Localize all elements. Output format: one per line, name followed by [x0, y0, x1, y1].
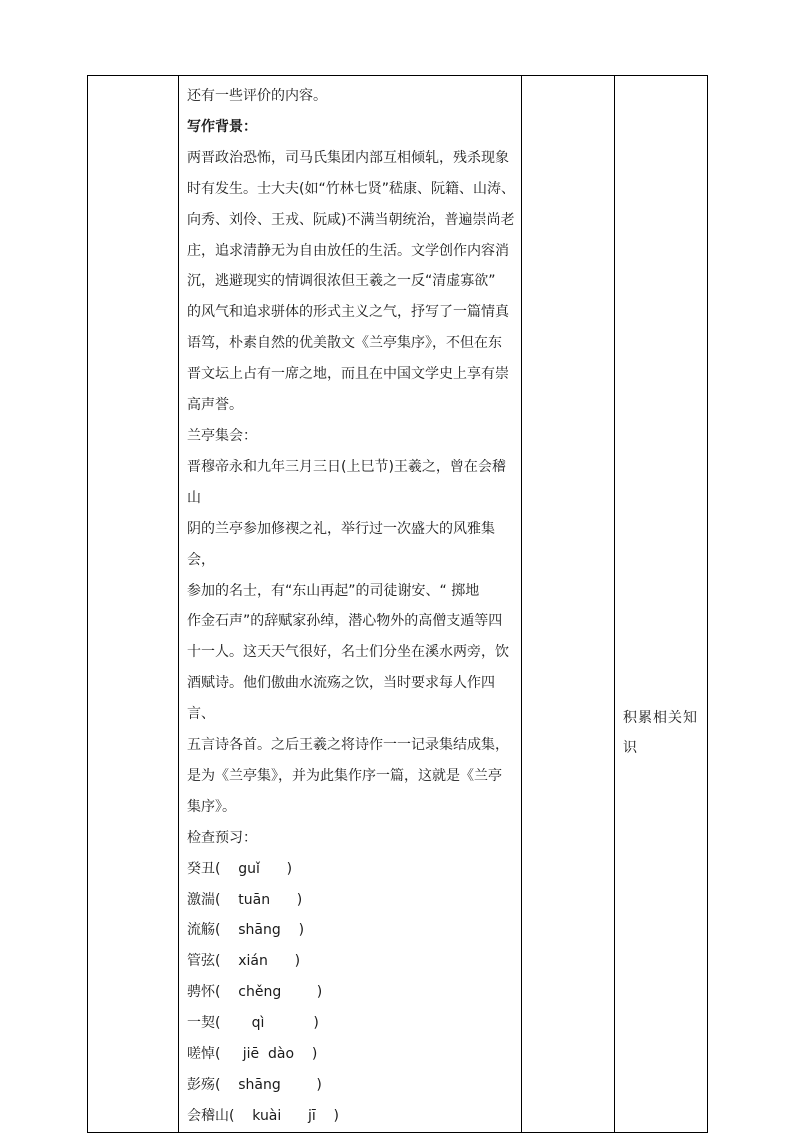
text-line: 参加的名士，有“东山再起”的司徒谢安、“ 掷地 [187, 582, 480, 599]
pinyin-item: 激湍( tuān ) [187, 891, 303, 908]
text-line: 高声誉。 [187, 397, 243, 414]
pinyin-item: 嗟悼( jiē dào ) [187, 1046, 318, 1063]
text-line: 十一人。这天天气很好，名士们分坐在溪水两旁，饮 [187, 644, 509, 661]
empty-cell-left [88, 76, 179, 1133]
pinyin-item: 骋怀( chěng ) [187, 984, 323, 1001]
text-line: 语笃，朴素自然的优美散文《兰亭集序》，不但在东 [187, 335, 502, 352]
lesson-table [87, 75, 708, 1133]
text-line: 两晋政治恐怖，司马氏集团内部互相倾轧，残杀现象 [187, 149, 509, 166]
table-row [88, 76, 708, 1133]
empty-cell-middle [522, 76, 615, 1133]
text-line: 晋文坛上占有一席之地，而且在中国文学史上享有崇 [187, 366, 509, 383]
pinyin-item: 会稽山( kuài jī ) [187, 1107, 340, 1124]
pinyin-item: 彭殇( shāng ) [187, 1077, 322, 1093]
text-line: 时有发生。士大夫(如“竹林七贤”嵇康、阮籍、山涛、 [187, 180, 515, 197]
text-line: 阴的兰亭参加修禊之礼，举行过一次盛大的风雅集会， [187, 520, 495, 568]
text-line: 庄，追求清静无为自由放任的生活。文学创作内容消 [187, 242, 509, 259]
text-line: 是为《兰亭集》，并为此集作序一篇，这就是《兰亭 [187, 767, 502, 784]
pinyin-item: 癸丑( guǐ ) [187, 860, 293, 877]
text-line: 的风气和追求骈体的形式主义之气，抒写了一篇情真 [187, 304, 509, 321]
section-heading-background: 写作背景： [187, 118, 257, 135]
side-note: 积累相关知识 [623, 710, 698, 756]
text-line: 集序》。 [187, 798, 236, 815]
content-text [179, 76, 521, 1132]
text-line: 五言诗各首。之后王羲之将诗作一一记录集结成集， [187, 737, 509, 754]
section-heading-preview: 检查预习： [187, 829, 257, 846]
note-cell [615, 76, 708, 1133]
content-cell [179, 76, 522, 1133]
text-line: 晋穆帝永和九年三月三日(上巳节)王羲之，曾在会稽山 [187, 458, 506, 506]
pinyin-item: 管弦( xián ) [187, 953, 301, 970]
text-line: 向秀、刘伶、王戎、阮咸)不满当朝统治，普遍崇尚老 [187, 211, 515, 228]
section-heading-gathering: 兰亭集会： [187, 427, 257, 444]
text-line: 作金石声”的辞赋家孙绰，潜心物外的高僧支遁等四 [187, 613, 503, 630]
text-line: 沉，逃避现实的情调很浓但王羲之一反“清虚寡欲” [187, 273, 496, 290]
text-line: 酒赋诗。他们傲曲水流殇之饮，当时要求每人作四言、 [187, 675, 495, 723]
pinyin-item: 一契( qì ) [187, 1015, 319, 1032]
text-line: 还有一些评价的内容。 [187, 88, 327, 104]
pinyin-item: 流觞( shāng ) [187, 922, 305, 939]
